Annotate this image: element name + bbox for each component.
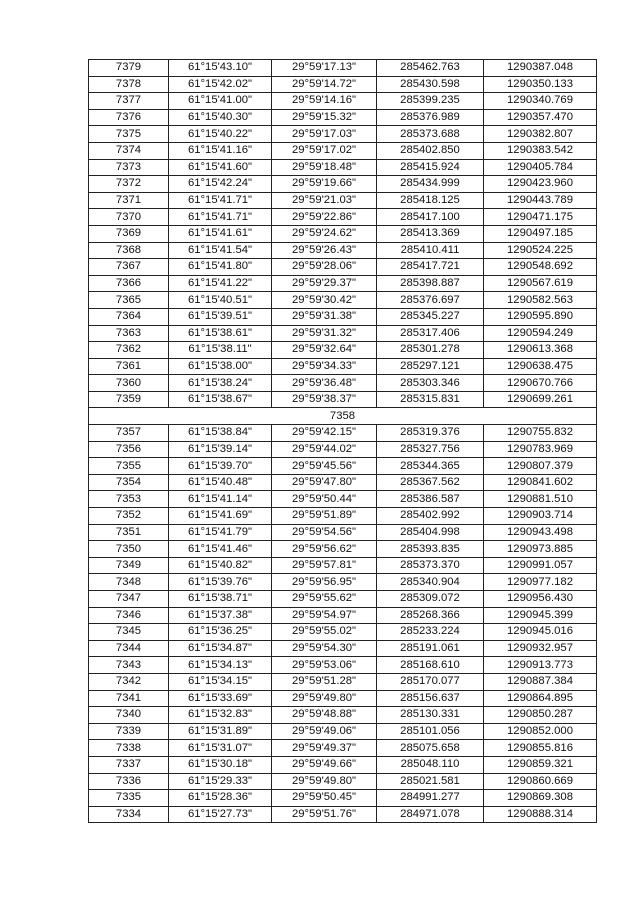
latitude-cell: 61°15'34.87": [169, 640, 272, 657]
latitude-cell: 61°15'41.69": [169, 508, 272, 525]
point-number-cell: 7357: [89, 425, 169, 442]
y-coordinate-cell: 1290852.000: [484, 723, 597, 740]
point-number-cell: 7354: [89, 474, 169, 491]
longitude-cell: 29°59'50.45": [272, 790, 377, 807]
y-coordinate-cell: 1290423.960: [484, 176, 597, 193]
point-number-cell: 7344: [89, 640, 169, 657]
latitude-cell: 61°15'41.54": [169, 242, 272, 259]
latitude-cell: 61°15'39.14": [169, 441, 272, 458]
table-row: [89, 325, 597, 342]
y-coordinate-cell: 1290881.510: [484, 491, 597, 508]
point-number-cell: 7366: [89, 275, 169, 292]
longitude-cell: 29°59'49.06": [272, 723, 377, 740]
x-coordinate-cell: 285168.610: [377, 657, 484, 674]
latitude-cell: 61°15'39.70": [169, 458, 272, 475]
table-row: [89, 707, 597, 724]
point-number-cell: 7353: [89, 491, 169, 508]
y-coordinate-cell: 1290807.379: [484, 458, 597, 475]
latitude-cell: 61°15'41.80": [169, 259, 272, 276]
table-row: [89, 441, 597, 458]
point-number-cell: 7352: [89, 508, 169, 525]
table-row: [89, 491, 597, 508]
latitude-cell: 61°15'27.73": [169, 806, 272, 823]
x-coordinate-cell: 285327.756: [377, 441, 484, 458]
point-number-cell: 7360: [89, 375, 169, 392]
latitude-cell: 61°15'34.13": [169, 657, 272, 674]
longitude-cell: 29°59'49.66": [272, 756, 377, 773]
x-coordinate-cell: 285170.077: [377, 673, 484, 690]
table-row: [89, 773, 597, 790]
divider-point-number-cell: 7358: [89, 408, 597, 425]
y-coordinate-cell: 1290699.261: [484, 391, 597, 408]
latitude-cell: 61°15'38.71": [169, 591, 272, 608]
latitude-cell: 61°15'39.51": [169, 308, 272, 325]
x-coordinate-cell: 285402.992: [377, 508, 484, 525]
table-row: [89, 275, 597, 292]
x-coordinate-cell: 285418.125: [377, 192, 484, 209]
longitude-cell: 29°59'22.86": [272, 209, 377, 226]
table-row: [89, 673, 597, 690]
latitude-cell: 61°15'41.71": [169, 192, 272, 209]
point-number-cell: 7343: [89, 657, 169, 674]
latitude-cell: 61°15'28.36": [169, 790, 272, 807]
table-row: [89, 607, 597, 624]
x-coordinate-cell: 285021.581: [377, 773, 484, 790]
y-coordinate-cell: 1290595.890: [484, 308, 597, 325]
point-number-cell: 7345: [89, 624, 169, 641]
x-coordinate-cell: 285404.998: [377, 524, 484, 541]
table-row: [89, 93, 597, 110]
table-row: [89, 358, 597, 375]
x-coordinate-cell: 285301.278: [377, 342, 484, 359]
y-coordinate-cell: 1290613.368: [484, 342, 597, 359]
x-coordinate-cell: 285268.366: [377, 607, 484, 624]
longitude-cell: 29°59'48.88": [272, 707, 377, 724]
y-coordinate-cell: 1290497.185: [484, 225, 597, 242]
longitude-cell: 29°59'21.03": [272, 192, 377, 209]
x-coordinate-cell: 285373.370: [377, 557, 484, 574]
y-coordinate-cell: 1290945.016: [484, 624, 597, 641]
x-coordinate-cell: 285399.235: [377, 93, 484, 110]
latitude-cell: 61°15'43.10": [169, 60, 272, 77]
point-number-cell: 7368: [89, 242, 169, 259]
latitude-cell: 61°15'40.82": [169, 557, 272, 574]
longitude-cell: 29°59'54.97": [272, 607, 377, 624]
coordinates-table-body: [89, 60, 597, 823]
longitude-cell: 29°59'31.38": [272, 308, 377, 325]
y-coordinate-cell: 1290755.832: [484, 425, 597, 442]
x-coordinate-cell: 285398.887: [377, 275, 484, 292]
x-coordinate-cell: 285309.072: [377, 591, 484, 608]
point-number-cell: 7369: [89, 225, 169, 242]
y-coordinate-cell: 1290382.807: [484, 126, 597, 143]
x-coordinate-cell: 285048.110: [377, 756, 484, 773]
point-number-cell: 7362: [89, 342, 169, 359]
longitude-cell: 29°59'51.89": [272, 508, 377, 525]
latitude-cell: 61°15'31.89": [169, 723, 272, 740]
x-coordinate-cell: 285340.904: [377, 574, 484, 591]
table-row: [89, 524, 597, 541]
x-coordinate-cell: 285402.850: [377, 142, 484, 159]
y-coordinate-cell: 1290991.057: [484, 557, 597, 574]
longitude-cell: 29°59'53.06": [272, 657, 377, 674]
point-number-cell: 7376: [89, 109, 169, 126]
longitude-cell: 29°59'32.64": [272, 342, 377, 359]
point-number-cell: 7367: [89, 259, 169, 276]
y-coordinate-cell: 1290932.957: [484, 640, 597, 657]
point-number-cell: 7334: [89, 806, 169, 823]
table-row: [89, 308, 597, 325]
x-coordinate-cell: 285376.989: [377, 109, 484, 126]
table-row: [89, 242, 597, 259]
point-number-cell: 7361: [89, 358, 169, 375]
y-coordinate-cell: 1290471.175: [484, 209, 597, 226]
point-number-cell: 7335: [89, 790, 169, 807]
point-number-cell: 7350: [89, 541, 169, 558]
longitude-cell: 29°59'49.80": [272, 773, 377, 790]
x-coordinate-cell: 285319.376: [377, 425, 484, 442]
x-coordinate-cell: 285075.658: [377, 740, 484, 757]
table-row: [89, 591, 597, 608]
latitude-cell: 61°15'38.24": [169, 375, 272, 392]
latitude-cell: 61°15'38.67": [169, 391, 272, 408]
longitude-cell: 29°59'26.43": [272, 242, 377, 259]
latitude-cell: 61°15'41.16": [169, 142, 272, 159]
x-coordinate-cell: 285303.346: [377, 375, 484, 392]
y-coordinate-cell: 1290670.766: [484, 375, 597, 392]
y-coordinate-cell: 1290387.048: [484, 60, 597, 77]
longitude-cell: 29°59'24.62": [272, 225, 377, 242]
point-number-cell: 7377: [89, 93, 169, 110]
longitude-cell: 29°59'50.44": [272, 491, 377, 508]
longitude-cell: 29°59'55.02": [272, 624, 377, 641]
latitude-cell: 61°15'37.38": [169, 607, 272, 624]
latitude-cell: 61°15'31.07": [169, 740, 272, 757]
table-row: [89, 640, 597, 657]
table-row: [89, 342, 597, 359]
longitude-cell: 29°59'19.66": [272, 176, 377, 193]
longitude-cell: 29°59'54.56": [272, 524, 377, 541]
table-row: [89, 425, 597, 442]
x-coordinate-cell: 285430.598: [377, 76, 484, 93]
x-coordinate-cell: 285376.697: [377, 292, 484, 309]
table-row: [89, 375, 597, 392]
table-row: [89, 192, 597, 209]
y-coordinate-cell: 1290582.563: [484, 292, 597, 309]
x-coordinate-cell: 285297.121: [377, 358, 484, 375]
point-number-cell: 7346: [89, 607, 169, 624]
y-coordinate-cell: 1290869.308: [484, 790, 597, 807]
table-row: [89, 574, 597, 591]
x-coordinate-cell: 285344.365: [377, 458, 484, 475]
y-coordinate-cell: 1290594.249: [484, 325, 597, 342]
x-coordinate-cell: 285415.924: [377, 159, 484, 176]
table-row: [89, 225, 597, 242]
table-row: [89, 458, 597, 475]
y-coordinate-cell: 1290864.895: [484, 690, 597, 707]
y-coordinate-cell: 1290855.816: [484, 740, 597, 757]
point-number-cell: 7342: [89, 673, 169, 690]
table-row: [89, 76, 597, 93]
table-row: [89, 209, 597, 226]
latitude-cell: 61°15'33.69": [169, 690, 272, 707]
table-row: [89, 109, 597, 126]
y-coordinate-cell: 1290943.498: [484, 524, 597, 541]
latitude-cell: 61°15'39.76": [169, 574, 272, 591]
longitude-cell: 29°59'42.15": [272, 425, 377, 442]
y-coordinate-cell: 1290903.714: [484, 508, 597, 525]
longitude-cell: 29°59'51.28": [272, 673, 377, 690]
table-row: [89, 541, 597, 558]
latitude-cell: 61°15'32.83": [169, 707, 272, 724]
longitude-cell: 29°59'18.48": [272, 159, 377, 176]
table-row: [89, 159, 597, 176]
x-coordinate-cell: 284971.078: [377, 806, 484, 823]
y-coordinate-cell: 1290357.470: [484, 109, 597, 126]
latitude-cell: 61°15'38.84": [169, 425, 272, 442]
longitude-cell: 29°59'47.80": [272, 474, 377, 491]
y-coordinate-cell: 1290913.773: [484, 657, 597, 674]
longitude-cell: 29°59'17.13": [272, 60, 377, 77]
x-coordinate-cell: 285345.227: [377, 308, 484, 325]
table-row: [89, 557, 597, 574]
latitude-cell: 61°15'30.18": [169, 756, 272, 773]
point-number-cell: 7341: [89, 690, 169, 707]
y-coordinate-cell: 1290638.475: [484, 358, 597, 375]
x-coordinate-cell: 285367.562: [377, 474, 484, 491]
point-number-cell: 7363: [89, 325, 169, 342]
longitude-cell: 29°59'44.02": [272, 441, 377, 458]
latitude-cell: 61°15'41.60": [169, 159, 272, 176]
x-coordinate-cell: 285101.056: [377, 723, 484, 740]
y-coordinate-cell: 1290887.384: [484, 673, 597, 690]
point-number-cell: 7371: [89, 192, 169, 209]
latitude-cell: 61°15'41.00": [169, 93, 272, 110]
y-coordinate-cell: 1290850.287: [484, 707, 597, 724]
latitude-cell: 61°15'40.22": [169, 126, 272, 143]
table-row: [89, 624, 597, 641]
table-row: [89, 60, 597, 77]
point-number-cell: 7336: [89, 773, 169, 790]
point-number-cell: 7355: [89, 458, 169, 475]
x-coordinate-cell: 285130.331: [377, 707, 484, 724]
latitude-cell: 61°15'40.30": [169, 109, 272, 126]
point-number-cell: 7347: [89, 591, 169, 608]
point-number-cell: 7373: [89, 159, 169, 176]
x-coordinate-cell: 285462.763: [377, 60, 484, 77]
table-row: [89, 292, 597, 309]
x-coordinate-cell: 285315.831: [377, 391, 484, 408]
table-row: [89, 806, 597, 823]
y-coordinate-cell: 1290860.669: [484, 773, 597, 790]
coordinates-table: [88, 59, 597, 823]
x-coordinate-cell: 285413.369: [377, 225, 484, 242]
table-row: [89, 740, 597, 757]
y-coordinate-cell: 1290548.692: [484, 259, 597, 276]
point-number-cell: 7339: [89, 723, 169, 740]
y-coordinate-cell: 1290945.399: [484, 607, 597, 624]
table-row: [89, 474, 597, 491]
y-coordinate-cell: 1290405.784: [484, 159, 597, 176]
longitude-cell: 29°59'57.81": [272, 557, 377, 574]
longitude-cell: 29°59'14.72": [272, 76, 377, 93]
latitude-cell: 61°15'42.24": [169, 176, 272, 193]
x-coordinate-cell: 285156.637: [377, 690, 484, 707]
x-coordinate-cell: 284991.277: [377, 790, 484, 807]
point-number-cell: 7365: [89, 292, 169, 309]
point-number-cell: 7375: [89, 126, 169, 143]
longitude-cell: 29°59'45.56": [272, 458, 377, 475]
y-coordinate-cell: 1290383.542: [484, 142, 597, 159]
longitude-cell: 29°59'38.37": [272, 391, 377, 408]
longitude-cell: 29°59'49.37": [272, 740, 377, 757]
point-number-cell: 7356: [89, 441, 169, 458]
latitude-cell: 61°15'41.71": [169, 209, 272, 226]
longitude-cell: 29°59'56.95": [272, 574, 377, 591]
latitude-cell: 61°15'38.00": [169, 358, 272, 375]
table-row: [89, 690, 597, 707]
point-number-cell: 7338: [89, 740, 169, 757]
y-coordinate-cell: 1290340.769: [484, 93, 597, 110]
point-number-cell: 7359: [89, 391, 169, 408]
point-number-cell: 7374: [89, 142, 169, 159]
longitude-cell: 29°59'54.30": [272, 640, 377, 657]
table-row: [89, 723, 597, 740]
table-row: [89, 391, 597, 408]
point-number-cell: 7337: [89, 756, 169, 773]
table-row: [89, 126, 597, 143]
x-coordinate-cell: 285434.999: [377, 176, 484, 193]
x-coordinate-cell: 285410.411: [377, 242, 484, 259]
table-row: [89, 142, 597, 159]
table-row-divider: [89, 408, 597, 425]
point-number-cell: 7348: [89, 574, 169, 591]
latitude-cell: 61°15'40.48": [169, 474, 272, 491]
latitude-cell: 61°15'38.11": [169, 342, 272, 359]
x-coordinate-cell: 285417.721: [377, 259, 484, 276]
x-coordinate-cell: 285373.688: [377, 126, 484, 143]
point-number-cell: 7370: [89, 209, 169, 226]
longitude-cell: 29°59'17.02": [272, 142, 377, 159]
longitude-cell: 29°59'55.62": [272, 591, 377, 608]
table-row: [89, 176, 597, 193]
point-number-cell: 7378: [89, 76, 169, 93]
latitude-cell: 61°15'42.02": [169, 76, 272, 93]
x-coordinate-cell: 285417.100: [377, 209, 484, 226]
point-number-cell: 7364: [89, 308, 169, 325]
y-coordinate-cell: 1290973.885: [484, 541, 597, 558]
longitude-cell: 29°59'17.03": [272, 126, 377, 143]
latitude-cell: 61°15'40.51": [169, 292, 272, 309]
y-coordinate-cell: 1290350.133: [484, 76, 597, 93]
longitude-cell: 29°59'30.42": [272, 292, 377, 309]
longitude-cell: 29°59'56.62": [272, 541, 377, 558]
longitude-cell: 29°59'15.32": [272, 109, 377, 126]
y-coordinate-cell: 1290783.969: [484, 441, 597, 458]
longitude-cell: 29°59'51.76": [272, 806, 377, 823]
point-number-cell: 7340: [89, 707, 169, 724]
latitude-cell: 61°15'41.61": [169, 225, 272, 242]
latitude-cell: 61°15'36.25": [169, 624, 272, 641]
table-row: [89, 259, 597, 276]
x-coordinate-cell: 285233.224: [377, 624, 484, 641]
latitude-cell: 61°15'41.14": [169, 491, 272, 508]
y-coordinate-cell: 1290859.321: [484, 756, 597, 773]
longitude-cell: 29°59'28.06": [272, 259, 377, 276]
y-coordinate-cell: 1290956.430: [484, 591, 597, 608]
table-row: [89, 756, 597, 773]
table-row: [89, 508, 597, 525]
y-coordinate-cell: 1290841.602: [484, 474, 597, 491]
point-number-cell: 7349: [89, 557, 169, 574]
y-coordinate-cell: 1290567.619: [484, 275, 597, 292]
latitude-cell: 61°15'29.33": [169, 773, 272, 790]
point-number-cell: 7379: [89, 60, 169, 77]
longitude-cell: 29°59'36.48": [272, 375, 377, 392]
latitude-cell: 61°15'38.61": [169, 325, 272, 342]
longitude-cell: 29°59'14.16": [272, 93, 377, 110]
point-number-cell: 7372: [89, 176, 169, 193]
latitude-cell: 61°15'41.46": [169, 541, 272, 558]
latitude-cell: 61°15'41.22": [169, 275, 272, 292]
x-coordinate-cell: 285393.835: [377, 541, 484, 558]
x-coordinate-cell: 285191.061: [377, 640, 484, 657]
x-coordinate-cell: 285386.587: [377, 491, 484, 508]
longitude-cell: 29°59'49.80": [272, 690, 377, 707]
table-row: [89, 790, 597, 807]
y-coordinate-cell: 1290524.225: [484, 242, 597, 259]
y-coordinate-cell: 1290443.789: [484, 192, 597, 209]
point-number-cell: 7351: [89, 524, 169, 541]
latitude-cell: 61°15'41.79": [169, 524, 272, 541]
longitude-cell: 29°59'31.32": [272, 325, 377, 342]
y-coordinate-cell: 1290888.314: [484, 806, 597, 823]
longitude-cell: 29°59'34.33": [272, 358, 377, 375]
y-coordinate-cell: 1290977.182: [484, 574, 597, 591]
table-row: [89, 657, 597, 674]
longitude-cell: 29°59'29.37": [272, 275, 377, 292]
x-coordinate-cell: 285317.406: [377, 325, 484, 342]
latitude-cell: 61°15'34.15": [169, 673, 272, 690]
